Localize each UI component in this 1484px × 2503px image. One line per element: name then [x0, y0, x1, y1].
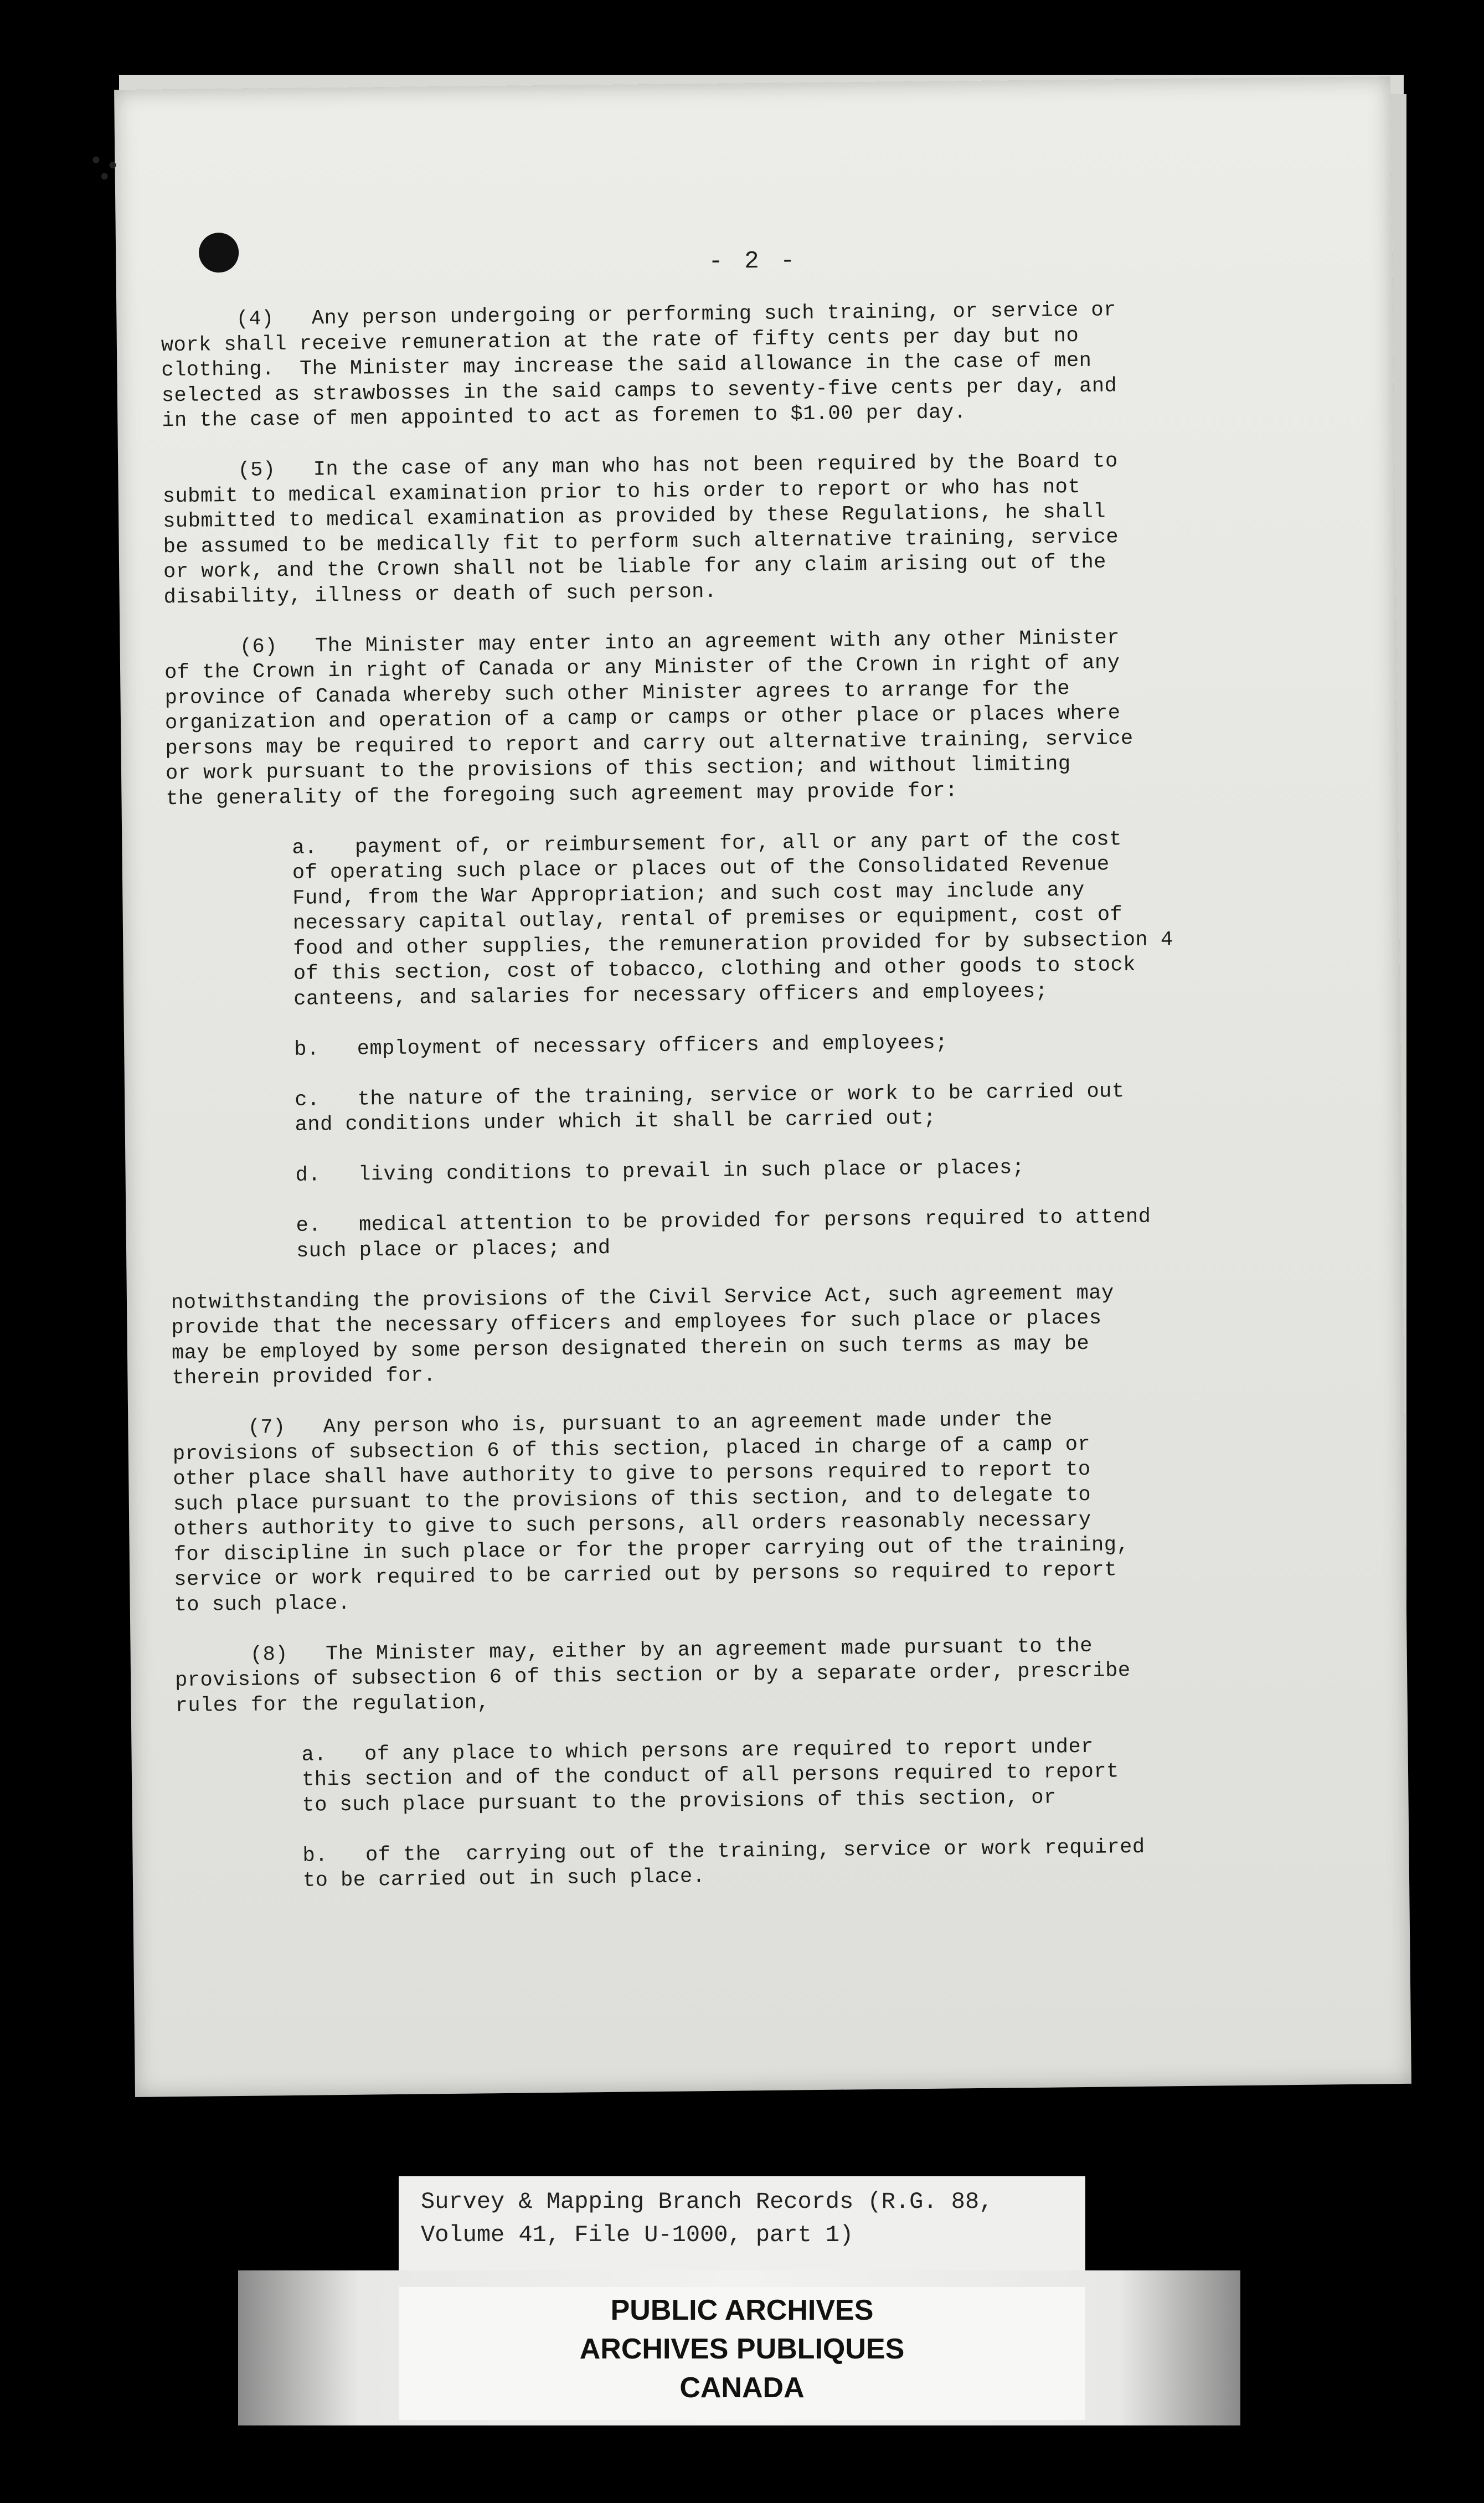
document-line: (5) In the case of any man who has not been required by the Board to	[162, 450, 1118, 483]
document-text	[114, 76, 1411, 2097]
document-line: or work pursuant to the provisions of this section; and without limiting	[165, 753, 1071, 786]
records-label	[399, 2176, 1085, 2272]
document-line: provisions of subsection 6 of this section or by a separate order, prescribe	[174, 1659, 1131, 1693]
document-line: (6) The Minister may enter into an agreement with any other Minister	[164, 626, 1120, 660]
document-line: and conditions under which it shall be carried out;	[169, 1106, 936, 1139]
document-line: for discipline in such place or for the proper carrying out of the training,	[173, 1533, 1130, 1567]
document-line: be assumed to be medically fit to perform such alternative training, service	[163, 525, 1119, 559]
document-line: other place shall have authority to give to persons required to report to	[173, 1457, 1091, 1491]
document-line: to be carried out in such place.	[177, 1865, 705, 1894]
document-line: e. medical attention to be provided for persons required to attend	[170, 1205, 1151, 1239]
document-line: clothing. The Minister may increase the said allowance in the case of men	[161, 349, 1092, 383]
document-line: to such place.	[174, 1592, 351, 1617]
document-line: necessary capital outlay, rental of premises or equipment, cost of	[167, 903, 1123, 937]
stamp-line-1: PUBLIC ARCHIVES	[610, 2294, 874, 2326]
document-line: such place or places; and	[170, 1236, 611, 1264]
document-line: disability, illness or death of such person.	[163, 580, 717, 609]
document-line: of this section, cost of tobacco, clothing and other goods to stock	[167, 953, 1136, 987]
document-line: (8) The Minister may, either by an agreement made pursuant to the	[174, 1634, 1093, 1667]
document-line: provide that the necessary officers and employees for such place or places	[171, 1306, 1102, 1340]
document-line: submit to medical examination prior to his order to report or who has not	[162, 475, 1081, 508]
records-label-line-2: Volume 41, File U-1000, part 1)	[421, 2222, 854, 2248]
document-line: or work, and the Crown shall not be liable for any claim arising out of the	[163, 550, 1107, 584]
document-line: notwithstanding the provisions of the Civil Service Act, such agreement may	[171, 1281, 1114, 1315]
document-line: b. of the carrying out of the training, service or work required	[177, 1835, 1145, 1869]
page-number: - 2 -	[708, 247, 798, 276]
document-line: b. employment of necessary officers and employees;	[168, 1031, 949, 1063]
stamp-line-2: ARCHIVES PUBLIQUES	[579, 2333, 905, 2365]
stamp-line-3: CANADA	[679, 2372, 805, 2404]
document-line: therein provided for.	[172, 1364, 436, 1390]
document-line: a. payment of, or reimbursement for, all or any part of the cost	[166, 827, 1122, 861]
document-line: Fund, from the War Appropriation; and such cost may include any	[167, 878, 1085, 911]
archives-stamp	[399, 2287, 1085, 2420]
document-line: service or work required to be carried out by persons so required to report	[174, 1558, 1117, 1592]
document-line: submitted to medical examination as provided by these Regulations, he shall	[163, 500, 1106, 534]
records-label-line-1: Survey & Mapping Branch Records (R.G. 88,	[421, 2188, 993, 2215]
document-line: canteens, and salaries for necessary officers and employees;	[168, 980, 1048, 1012]
document-line: rules for the regulation,	[175, 1691, 490, 1718]
document-line: (4) Any person undergoing or performing such training, or service or	[161, 298, 1117, 332]
document-line: (7) Any person who is, pursuant to an agreement made under the	[172, 1408, 1053, 1441]
document-line: such place pursuant to the provisions of this section, and to delegate to	[173, 1483, 1091, 1516]
document-line: work shall receive remuneration at the rate of fifty cents per day but no	[161, 324, 1079, 357]
document-line: in the case of men appointed to act as foremen to $1.00 per day.	[162, 401, 967, 433]
ink-speck	[92, 156, 99, 163]
document-line: to such place pursuant to the provisions of this section, or	[176, 1786, 1057, 1819]
document-line: a. of any place to which persons are required to report under	[176, 1735, 1094, 1768]
document-line: food and other supplies, the remuneration provided for by subsection 4	[167, 928, 1173, 962]
document-line: the generality of the foregoing such agreement may provide for:	[166, 779, 958, 811]
ink-speck	[101, 173, 108, 179]
document-line: province of Canada whereby such other Minister agrees to arrange for the	[164, 677, 1070, 710]
document-line: d. living conditions to prevail in such place or places;	[169, 1156, 1025, 1189]
document-line: provisions of subsection 6 of this section, placed in charge of a camp or	[172, 1433, 1091, 1466]
document-line: c. the nature of the training, service or work to be carried out	[168, 1079, 1125, 1113]
document-page	[114, 76, 1411, 2097]
document-line: this section and of the conduct of all persons required to report	[176, 1760, 1119, 1794]
document-line: others authority to give to such persons, all orders reasonably necessary	[173, 1508, 1091, 1542]
document-line: of operating such place or places out of the Consolidated Revenue	[166, 853, 1110, 887]
document-line: organization and operation of a camp or camps or other place or places where	[164, 702, 1121, 735]
document-line: persons may be required to report and carry out alternative training, service	[165, 727, 1133, 760]
document-line: may be employed by some person designated therein on such terms as may be	[171, 1332, 1090, 1365]
document-line: of the Crown in right of Canada or any Minister of the Crown in right of any	[164, 651, 1120, 685]
document-line: selected as strawbosses in the said camps to seventy-five cents per day, and	[161, 374, 1117, 408]
